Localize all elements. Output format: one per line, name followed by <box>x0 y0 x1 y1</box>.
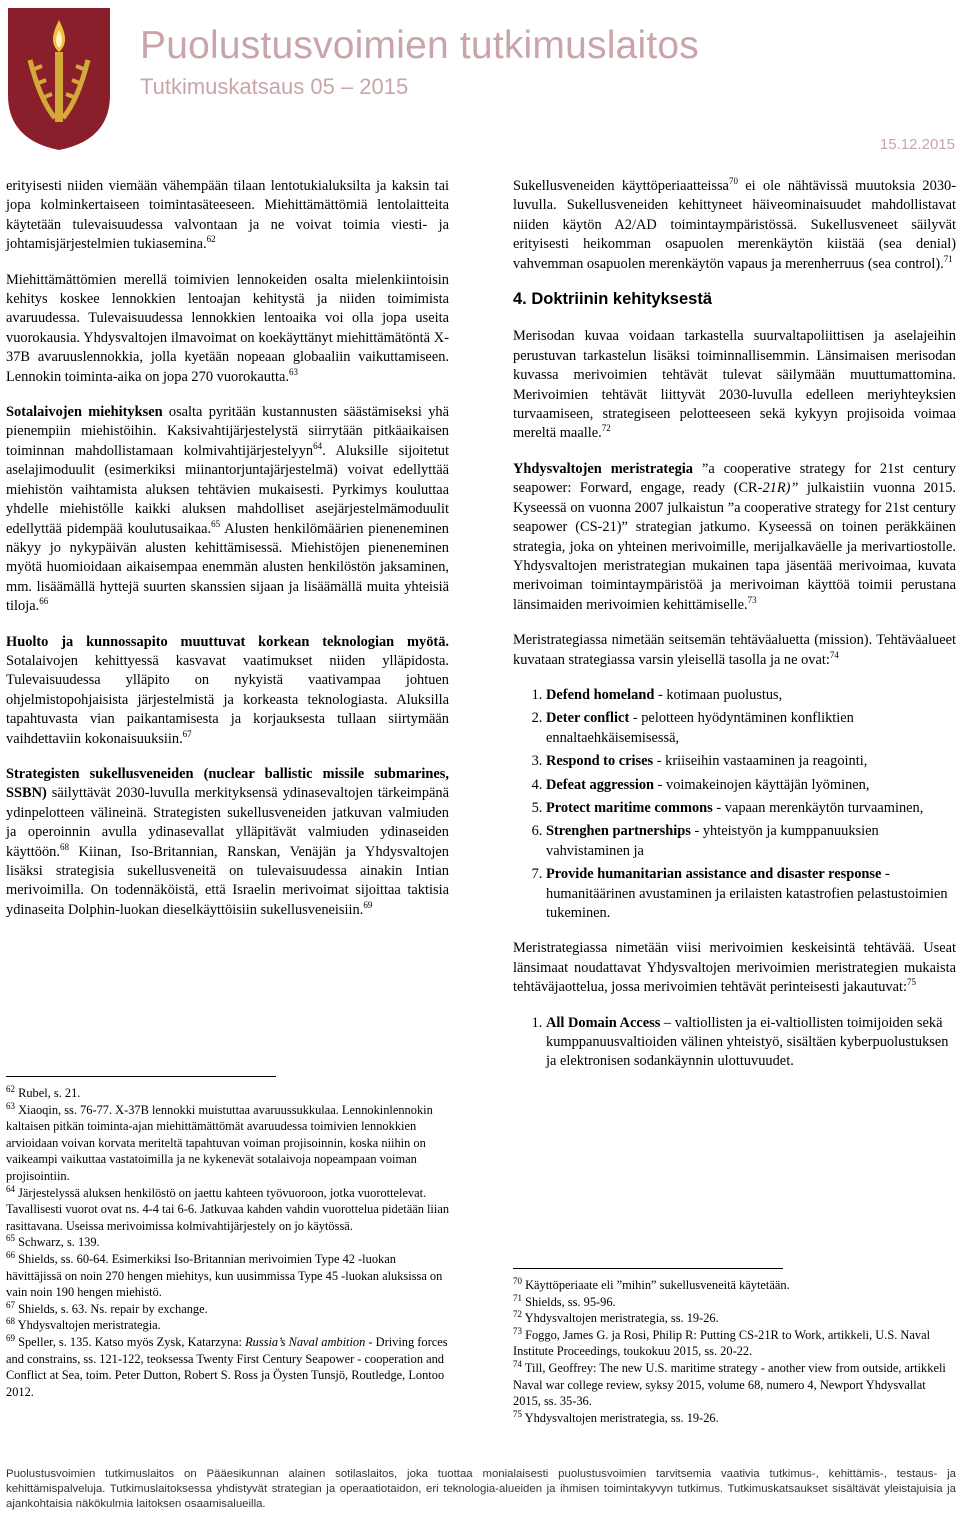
footnote: $^{63}$ Xiaoqin, ss. 76-77. X-37B lennokki muistuttaa avaruussukkulaa. Lennokinlennokin kaltaisen pitkän toiminta-ajan miehittämättömät avaruudessa toimivien lennokkien arvioidaan voivan korvata meriteltä tapahtuvan voiman projisoinnin, koska niihin on vaikeampi vaikuttaa vastatoimilla ja ne kykenevät sotalaivoja nopeampaan voiman projisointiin. <box>6 1100 433 1183</box>
footnote: $^{75}$ Yhdysvaltojen meristrategia, ss. 19-26. <box>513 1408 719 1425</box>
footnote-rule <box>6 1076 276 1077</box>
footnote: $^{65}$ Schwarz, s. 139. <box>6 1233 100 1250</box>
tasks-list <box>513 1014 956 1072</box>
footnote: $^{71}$ Shields, ss. 95-96. <box>513 1292 616 1309</box>
footnote: $^{64}$ Järjestelyssä aluksen henkilöstö on jaettu kahteen työvuoroon, jotka vuorottelevat. Tavallisesti vuorot ovat ns. 4-4 tai 6-6. Jatkuvaa kahden vahdin vuorottelua pidetään liian rasittavana. Useissa merivoimissa kolmivahtijärjestely on jo käytössä. <box>6 1183 450 1233</box>
footnote-rule <box>513 1268 783 1269</box>
paragraph: Yhdysvaltojen meristrategia ”a cooperative strategy for 21st century seapower: Forward, engage, ready (CR-21R)” julkaistiin vuonna 2015. Kyseessä on vuonna 2007 julkaistun ”a cooperative strategy for 21st century seapower (CS-21)” strategian jatkumo. Kyseessä on toinen peräkkäinen strategia, joka on yhteinen merivoimille, merijalkaväelle ja merivartiostolle. Yhdysvaltojen meristrategian mukainen tapa jäsentää merivoimaa, kuvata merivoiman toimintaympäristöä ja merivoiman käyttöä toimii perustana länsimaiden merivoimien kehittämiselle.$^{73}$ <box>513 460 957 613</box>
footnote: $^{69}$ Speller, s. 135. Katso myös Zysk, Katarzyna: Russia’s Naval ambition - Driving forces and constrains, ss. 121-122, teoksessa Twenty First Century Seapower - cooperation and Conflict at Sea, toim. Peter Dutton, Robert S. Ross ja Öysten Tunsjö, Routledge, Lontoo 2012. <box>6 1332 448 1399</box>
right-column <box>513 177 956 1088</box>
left-footnotes <box>6 1070 449 1400</box>
footnote: $^{67}$ Shields, s. 63. Ns. repair by exchange. <box>6 1299 208 1316</box>
page-footer: Puolustusvoimien tutkimuslaitos on Pääesikunnan alainen sotilaslaitos, joka tuottaa monialaisesti puolustusvoimien tarvitsemia vaativia tutkimus-, kehittämis-, testaus- ja kehittämispalveluja. Tutkimuslaitoksessa yhdistyvät strategian ja operaatiotaidon, eri teknologia-alueiden ja ihmisen toimintakyvyn tutkimus. Tutkimuskatsaukset sisältävät yleistajuisia ja ajankohtaisia näkökulmia laitoksen osaamisalueilla. <box>6 1468 956 1511</box>
header-date: 15.12.2015 <box>879 136 955 153</box>
left-column <box>6 177 449 936</box>
header-title: Puolustusvoimien tutkimuslaitos <box>140 24 699 67</box>
footnote: $^{62}$ Rubel, s. 21. <box>6 1083 81 1100</box>
paragraph: Meristrategiassa nimetään viisi merivoimien keskeisintä tehtävää. Useat länsimaat noudattavat Yhdysvaltojen merivoimien meristrategien mukaista tehtäväjaottelua, jossa merivoimien tehtävät perinteisesti jakautuvat:$^{75}$ <box>513 940 956 996</box>
list-item: 2. Deter conflict - pelotteen hyödyntäminen konfliktien ennaltaehkäisemisessä, <box>546 709 956 748</box>
paragraph: Sukellusveneiden käyttöperiaatteissa$^{70}$ ei ole nähtävissä muutoksia 2030-luvulla. Sukellusveneiden kehittyneet häiveominaisuudet mahdollistavat niiden käytön A2/AD toimintaympäristössä. Sukellusveneet säilyvät erityisesti heikomman osapuolen merenkäytön kiistää (sea denial) vahvemman osapuolen merenkäytön vapaus ja merenherruus (sea control).$^{71}$ <box>513 176 957 272</box>
paragraph: Meristrategiassa nimetään seitsemän tehtäväaluetta (mission). Tehtäväalueet kuvataan strategiassa varsin yleisellä tasolla ja ne ovat:$^{74}$ <box>513 632 956 668</box>
right-footnotes <box>513 1262 956 1426</box>
paragraph: Merisodan kuvaa voidaan tarkastella suurvaltapoliittisen ja aselajeihin perustuvan tarkastelun lisäksi toiminnallisemmin. Länsimaisen merisodan kuvassa merivoimien tehtävät tulevat säilymään muuttumattomina. Merivoimien tehtävät liittyvät 2030-luvulla edelleen meriyhteyksien turvaamiseen, strategiseen pelotteeseen sekä kykyyn projisoida voimaa mereltä maalle.$^{72}$ <box>513 328 956 442</box>
section-heading: 4. Doktriinin kehityksestä <box>513 290 712 309</box>
paragraph: Miehittämättömien merellä toimivien lennokeiden osalta mielenkiintoisin kehitys koskee lennokkien lentoajan kehitystä ja niiden toimimista avaruudessa. Tulevaisuudessa lennokkien lentoaika voi olla jopa useita vuorokausia. Yhdysvaltojen ilmavoimat on koekäyttänyt miehittämätöntä X-37B avaruuslennokkia, jolla kyetään nopeaan globaaliin vaikuttamiseen. Lennokin toiminta-aika on jopa 270 vuorokautta.$^{63}$ <box>6 271 449 385</box>
footnote: $^{66}$ Shields, ss. 60-64. Esimerkiksi Iso-Britannian merivoimien Type 42 -luokan hävittäjissä on noin 270 hengen miehitys, kun uusimmissa Type 45 -luokan aluksissa on vain noin 190 hengen miehistö. <box>6 1249 443 1300</box>
institute-logo <box>0 0 118 152</box>
footnote: $^{74}$ Till, Geoffrey: The new U.S. maritime strategy - another view from outside, artikkeli Naval war college review, syksy 2015, volume 68, numero 4, Newport Yhdysvallat 2015, ss. 35-36. <box>513 1358 946 1409</box>
footnote: $^{68}$ Yhdysvaltojen meristrategia. <box>6 1316 161 1333</box>
footnote: $^{73}$ Foggo, James G. ja Rosi, Philip R: Putting CS-21R to Work, artikkeli, U.S. Naval Institute Proceedings, toukokuu 2015, ss. 20-22. <box>513 1325 931 1359</box>
header-subtitle: Tutkimuskatsaus 05 – 2015 <box>140 74 409 99</box>
list-item: 1. Defend homeland - kotimaan puolustus, <box>546 686 956 705</box>
missions-list <box>513 686 956 923</box>
list-item: 1. All Domain Access – valtiollisten ja ei-valtiollisten toimijoiden sekä kumppanuusvaltioiden välinen yhteistyö, sisältäen kyberpuolustuksen ja elektronisen sodankäynnin ulottuvuudet. <box>546 1014 956 1072</box>
list-item: 4. Defeat aggression - voimakeinojen käyttäjän lyöminen, <box>546 776 956 795</box>
list-item: 5. Protect maritime commons - vapaan merenkäytön turvaaminen, <box>546 799 956 818</box>
paragraph: Sotalaivojen miehityksen osalta pyritään kustannusten säästämiseksi yhä pienempiin miehistöihin. Kaksivahtijärjestelystä siirrytään pitkäaikaisen toiminnan mahdollistamaan kolmivahtijärjestelyyn$^{64}$. Aluksille sijoitetut aselajimoduulit (esimerkiksi miinantorjuntajärjestelmä) voivat edellyttää miehistön vaihtamista aluksen tehtävien mukaisesti. Pyrkimys kouluttaa yhdelle miehistölle kaikki aluksen mahdolliset asejärjestelmämoduulit edellyttää pidempää koulutusaikaa.$^{65}$ Alusten henkilömäärien pieneneminen näkyy jo nykypäivän alusten kehittämisessä. Miehistöjen pieneneminen myötä huomioidaan aikaisempaa enemmän alusten henkilöstön jaksaminen, mm. lisäämällä hyttejä suurten skanssien sijaan ja lisäämällä muita yhteisiä tiloja.$^{66}$ <box>6 404 449 615</box>
list-item: 6. Strenghen partnerships - yhteistyön ja kumppanuuksien vahvistaminen ja <box>546 822 956 861</box>
paragraph: erityisesti niiden viemään vähempään tilaan lentotukialuksilta ja kaksin tai jopa kolminkertaiseen toimintasäteeseen. Miehittämättömiä lentolaitteita käytetään tulevaisuudessa valvontaan ja ne voivat toimia viesti- ja johtamisjärjestelmien tukiasemina.$^{62}$ <box>6 178 449 253</box>
footnote: $^{70}$ Käyttöperiaate eli ”mihin” sukellusveneitä käytetään. <box>513 1275 790 1292</box>
list-item: 7. Provide humanitarian assistance and disaster response - humanitäärinen avustaminen ja erilaisten katastrofien pelastustoimien tukeminen. <box>546 865 956 923</box>
list-item: 3. Respond to crises - kriiseihin vastaaminen ja reagointi, <box>546 752 956 771</box>
paragraph: Huolto ja kunnossapito muuttuvat korkean teknologian myötä. Sotalaivojen kehittyessä kasvavat vaatimukset niiden ylläpidosta. Tulevaisuudessa ylläpito on nykyistä vaativampaa johtuen ohjelmistopohjaisista järjestelmistä ja korkeasta teknologiasta. Aluksilla tapahtuvasta vian paikantamisesta ja korjauksesta tullaan siirtymään vaihdettaviin kokonaisuuksiin.$^{67}$ <box>6 633 449 747</box>
footnote: $^{72}$ Yhdysvaltojen meristrategia, ss. 19-26. <box>513 1309 719 1326</box>
paragraph: Strategisten sukellusveneiden (nuclear ballistic missile submarines, SSBN) säilyttävät 2030-luvulla merkityksensä ydinasevaltojen tärkeimpänä ydinpelotteen välineinä. Strategisten sukellusveneiden jatkuvan valmiuden ja operoinnin avulla ydinasevallat ylläpitävät valmiuden ydinaseiden käyttöön.$^{68}$ Kiinan, Iso-Britannian, Ranskan, Venäjän ja Yhdysvaltojen lisäksi strategisia sukellusveneitä on tulevaisuudessa ainakin Intian merivoimilla. On todennäköistä, että Israelin merivoimat sijoittaa taktisia ydinaseita Dolphin-luokan dieselkäyttöisiin sukellusveneisiin.$^{69}$ <box>6 765 449 918</box>
